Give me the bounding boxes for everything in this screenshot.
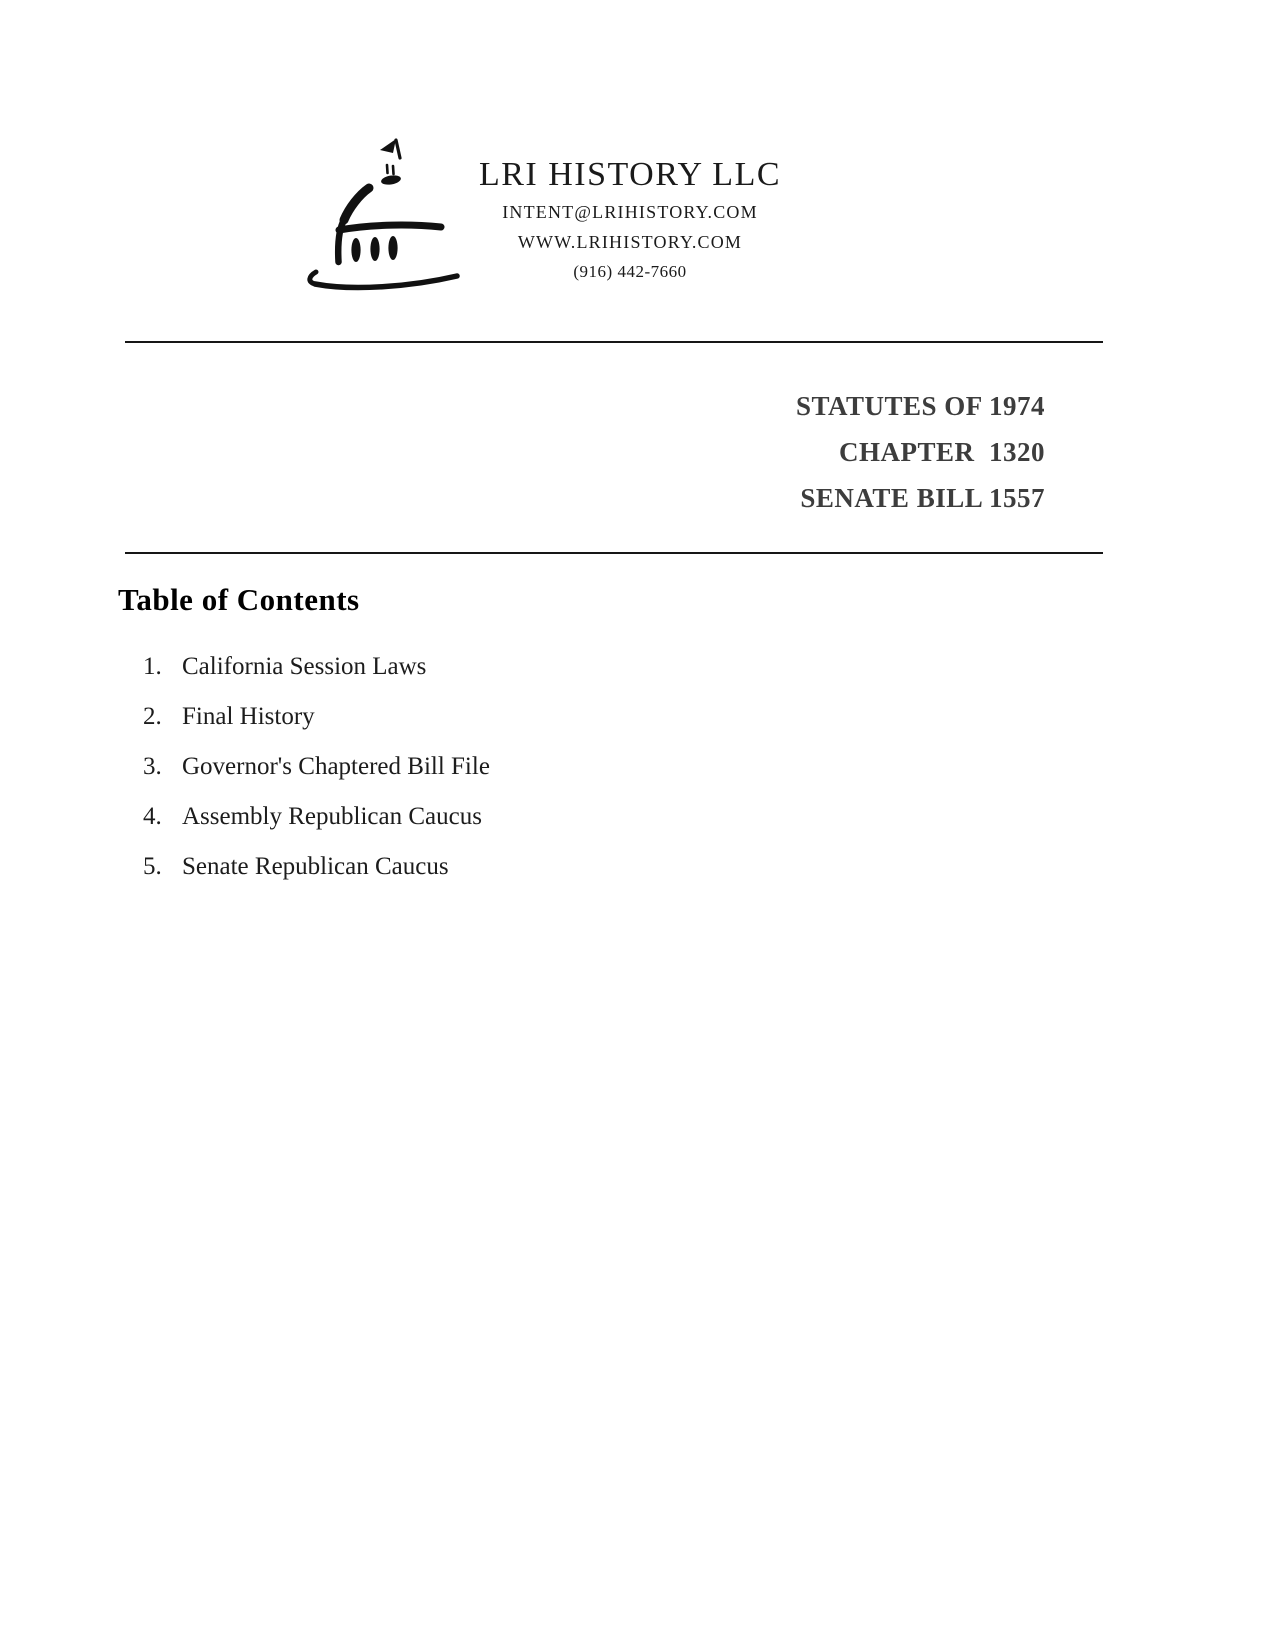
toc-list bbox=[143, 650, 490, 900]
toc-item-label: Assembly Republican Caucus bbox=[182, 803, 482, 830]
reference-block bbox=[796, 383, 1045, 521]
company-email: INTENT@LRIHISTORY.COM bbox=[502, 202, 758, 222]
statutes-line: STATUTES OF 1974 bbox=[795, 391, 1045, 421]
toc-item-number: 5. bbox=[143, 853, 162, 880]
toc-title: Table of Contents bbox=[118, 582, 360, 617]
toc-item-number: 4. bbox=[143, 803, 162, 830]
toc-item-label: Governor's Chaptered Bill File bbox=[182, 753, 490, 780]
toc-item bbox=[143, 800, 490, 833]
company-name: LRI HISTORY LLC bbox=[478, 156, 782, 193]
toc-item bbox=[143, 850, 490, 883]
toc-item-label: California Session Laws bbox=[182, 653, 427, 680]
toc-item-label: Final History bbox=[182, 703, 315, 730]
company-phone: (916) 442-7660 bbox=[573, 262, 687, 281]
divider-top bbox=[125, 341, 1103, 343]
company-website: WWW.LRIHISTORY.COM bbox=[517, 232, 743, 252]
toc-item bbox=[143, 750, 490, 783]
toc-item-number: 2. bbox=[143, 703, 162, 730]
divider-bottom bbox=[125, 552, 1103, 554]
senate-bill-line: SENATE BILL 1557 bbox=[800, 483, 1045, 513]
toc-item-number: 1. bbox=[143, 653, 162, 680]
toc-item bbox=[143, 650, 490, 683]
toc-item bbox=[143, 700, 490, 733]
letterhead bbox=[430, 153, 830, 287]
chapter-line: CHAPTER 1320 bbox=[838, 437, 1045, 467]
toc-item-number: 3. bbox=[143, 753, 162, 780]
toc-item-label: Senate Republican Caucus bbox=[182, 853, 449, 880]
